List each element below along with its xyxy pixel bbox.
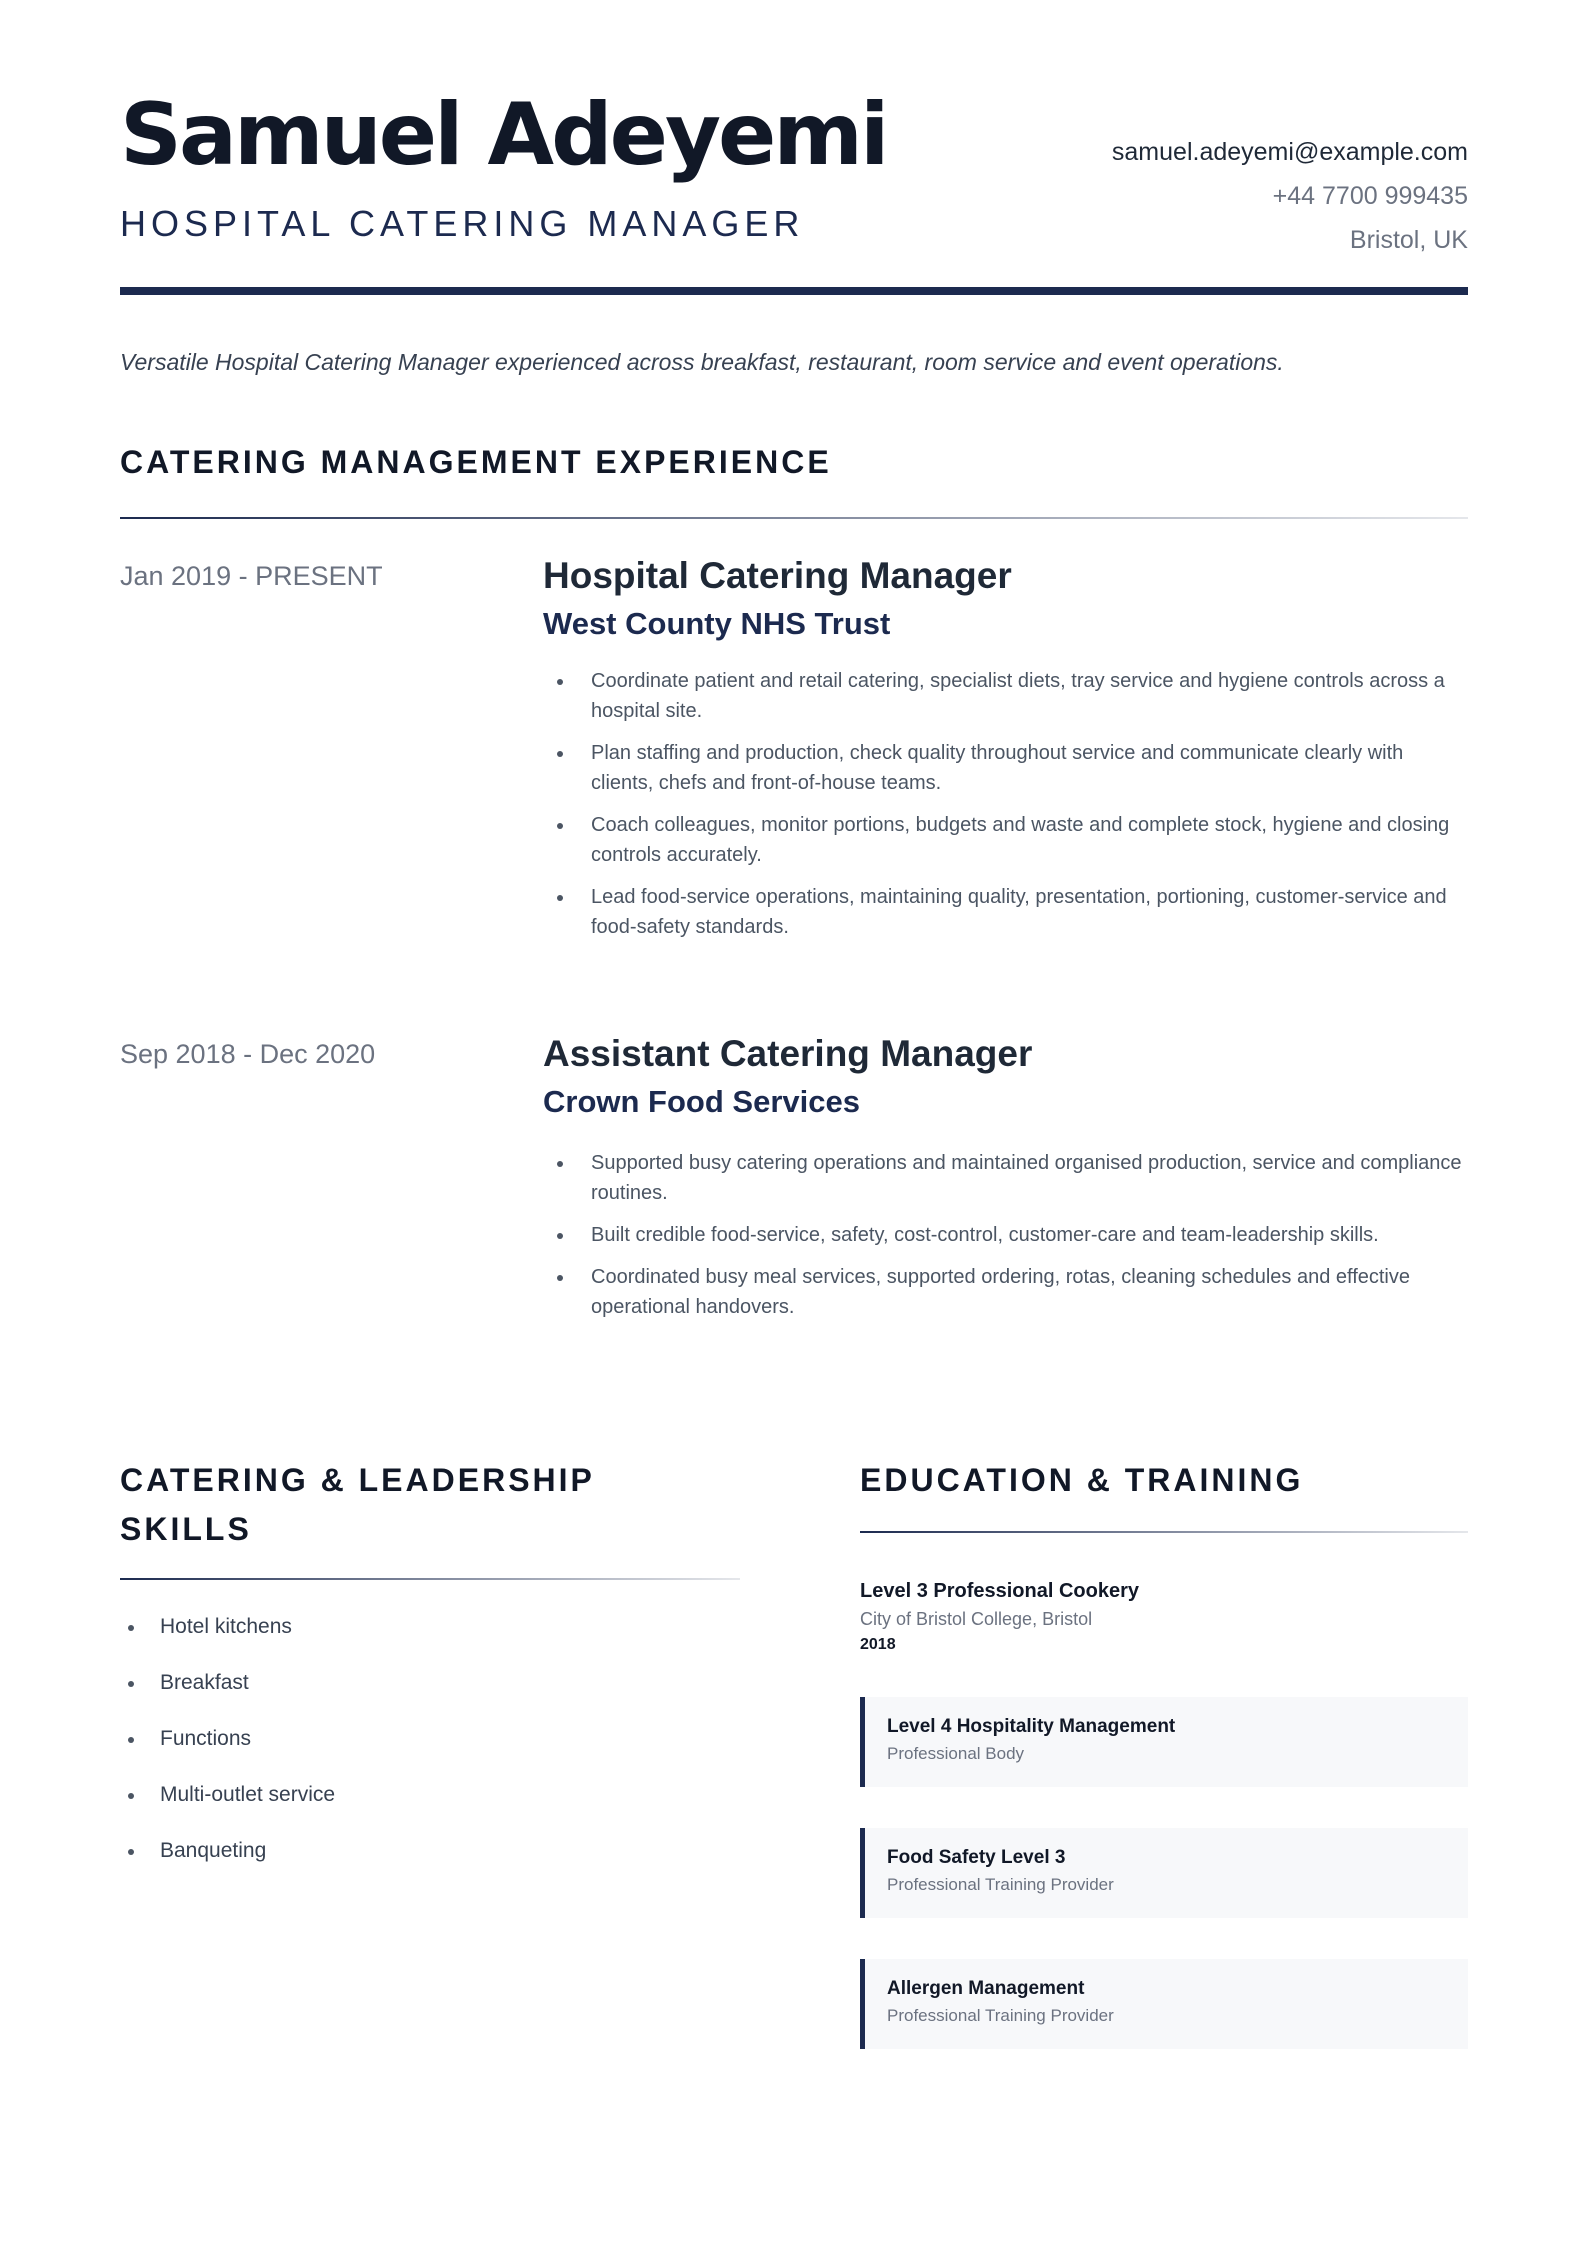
job-bullets — [543, 1148, 1468, 1322]
training-provider: Professional Training Provider — [887, 2006, 1114, 2025]
training-name: Food Safety Level 3 — [887, 1847, 1066, 1868]
education-heading: EDUCATION & TRAINING — [860, 1462, 1304, 1498]
skill-item: Breakfast — [120, 1668, 740, 1698]
job-bullet: Built credible food-service, safety, cost-control, customer-care and team-leadership skills. — [543, 1220, 1468, 1250]
education-qualification: Level 3 Professional Cookery — [860, 1580, 1140, 1602]
training-card — [860, 1697, 1468, 1787]
job-details — [543, 1033, 1468, 1334]
training-card — [860, 1828, 1468, 1918]
training-card — [860, 1959, 1468, 2049]
skill-item: Hotel kitchens — [120, 1612, 740, 1642]
experience-divider — [120, 517, 1468, 519]
job-bullet: Coach colleagues, monitor portions, budgets and waste and complete stock, hygiene and closing controls accurately. — [543, 810, 1468, 870]
job-bullet: Plan staffing and production, check quality throughout service and communicate clearly with clients, chefs and front-of-house teams. — [543, 738, 1468, 798]
candidate-name: Samuel Adeyemi — [120, 85, 887, 185]
experience-heading: CATERING MANAGEMENT EXPERIENCE — [120, 444, 832, 480]
training-name: Level 4 Hospitality Management — [887, 1716, 1176, 1737]
skill-item: Banqueting — [120, 1836, 740, 1866]
education-entry — [860, 1577, 1468, 1657]
job-bullet: Lead food-service operations, maintaining quality, presentation, portioning, customer-service and food-safety standards. — [543, 882, 1468, 942]
skills-heading — [120, 1456, 740, 1554]
contact-email[interactable]: samuel.adeyemi@example.com — [1111, 138, 1468, 166]
job-title: Assistant Catering Manager — [543, 1033, 1033, 1074]
job-bullet: Coordinate patient and retail catering, specialist diets, tray service and hygiene controls across a hospital site. — [543, 666, 1468, 726]
skill-item: Multi-outlet service — [120, 1780, 740, 1810]
contact-location: Bristol, UK — [1349, 226, 1468, 254]
skills-list — [120, 1612, 740, 1866]
education-divider — [860, 1531, 1468, 1533]
candidate-role: HOSPITAL CATERING MANAGER — [120, 203, 805, 244]
job-dates: Sep 2018 - Dec 2020 — [120, 1039, 376, 1069]
skills-heading-line2: SKILLS — [120, 1511, 252, 1547]
skill-item: Functions — [120, 1724, 740, 1754]
education-institution: City of Bristol College, Bristol — [860, 1609, 1093, 1629]
resume-header — [120, 0, 1468, 296]
header-divider — [120, 287, 1468, 295]
job-title: Hospital Catering Manager — [543, 555, 1012, 596]
contact-block — [1112, 130, 1468, 262]
contact-phone[interactable]: +44 7700 999435 — [1272, 182, 1468, 210]
experience-section — [120, 438, 1468, 1318]
training-name: Allergen Management — [887, 1978, 1085, 1999]
skills-divider — [120, 1578, 740, 1580]
profile-summary: Versatile Hospital Catering Manager experienced across breakfast, restaurant, room service and event operations. — [120, 349, 1284, 375]
education-year: 2018 — [860, 1636, 896, 1653]
training-cards — [860, 1697, 1468, 2049]
job-organisation: Crown Food Services — [543, 1084, 860, 1119]
job-dates: Jan 2019 - PRESENT — [120, 561, 383, 591]
job-bullets — [543, 666, 1468, 942]
education-section — [860, 1456, 1468, 2090]
training-provider: Professional Body — [887, 1744, 1025, 1763]
training-provider: Professional Training Provider — [887, 1875, 1114, 1894]
job-bullet: Coordinated busy meal services, supported ordering, rotas, cleaning schedules and effective operational handovers. — [543, 1262, 1468, 1322]
job-organisation: West County NHS Trust — [543, 606, 891, 641]
skills-heading-line1: CATERING & LEADERSHIP — [120, 1462, 595, 1498]
job-details — [543, 555, 1468, 954]
job-bullet: Supported busy catering operations and maintained organised production, service and compliance routines. — [543, 1148, 1468, 1208]
skills-section — [120, 1456, 740, 1892]
